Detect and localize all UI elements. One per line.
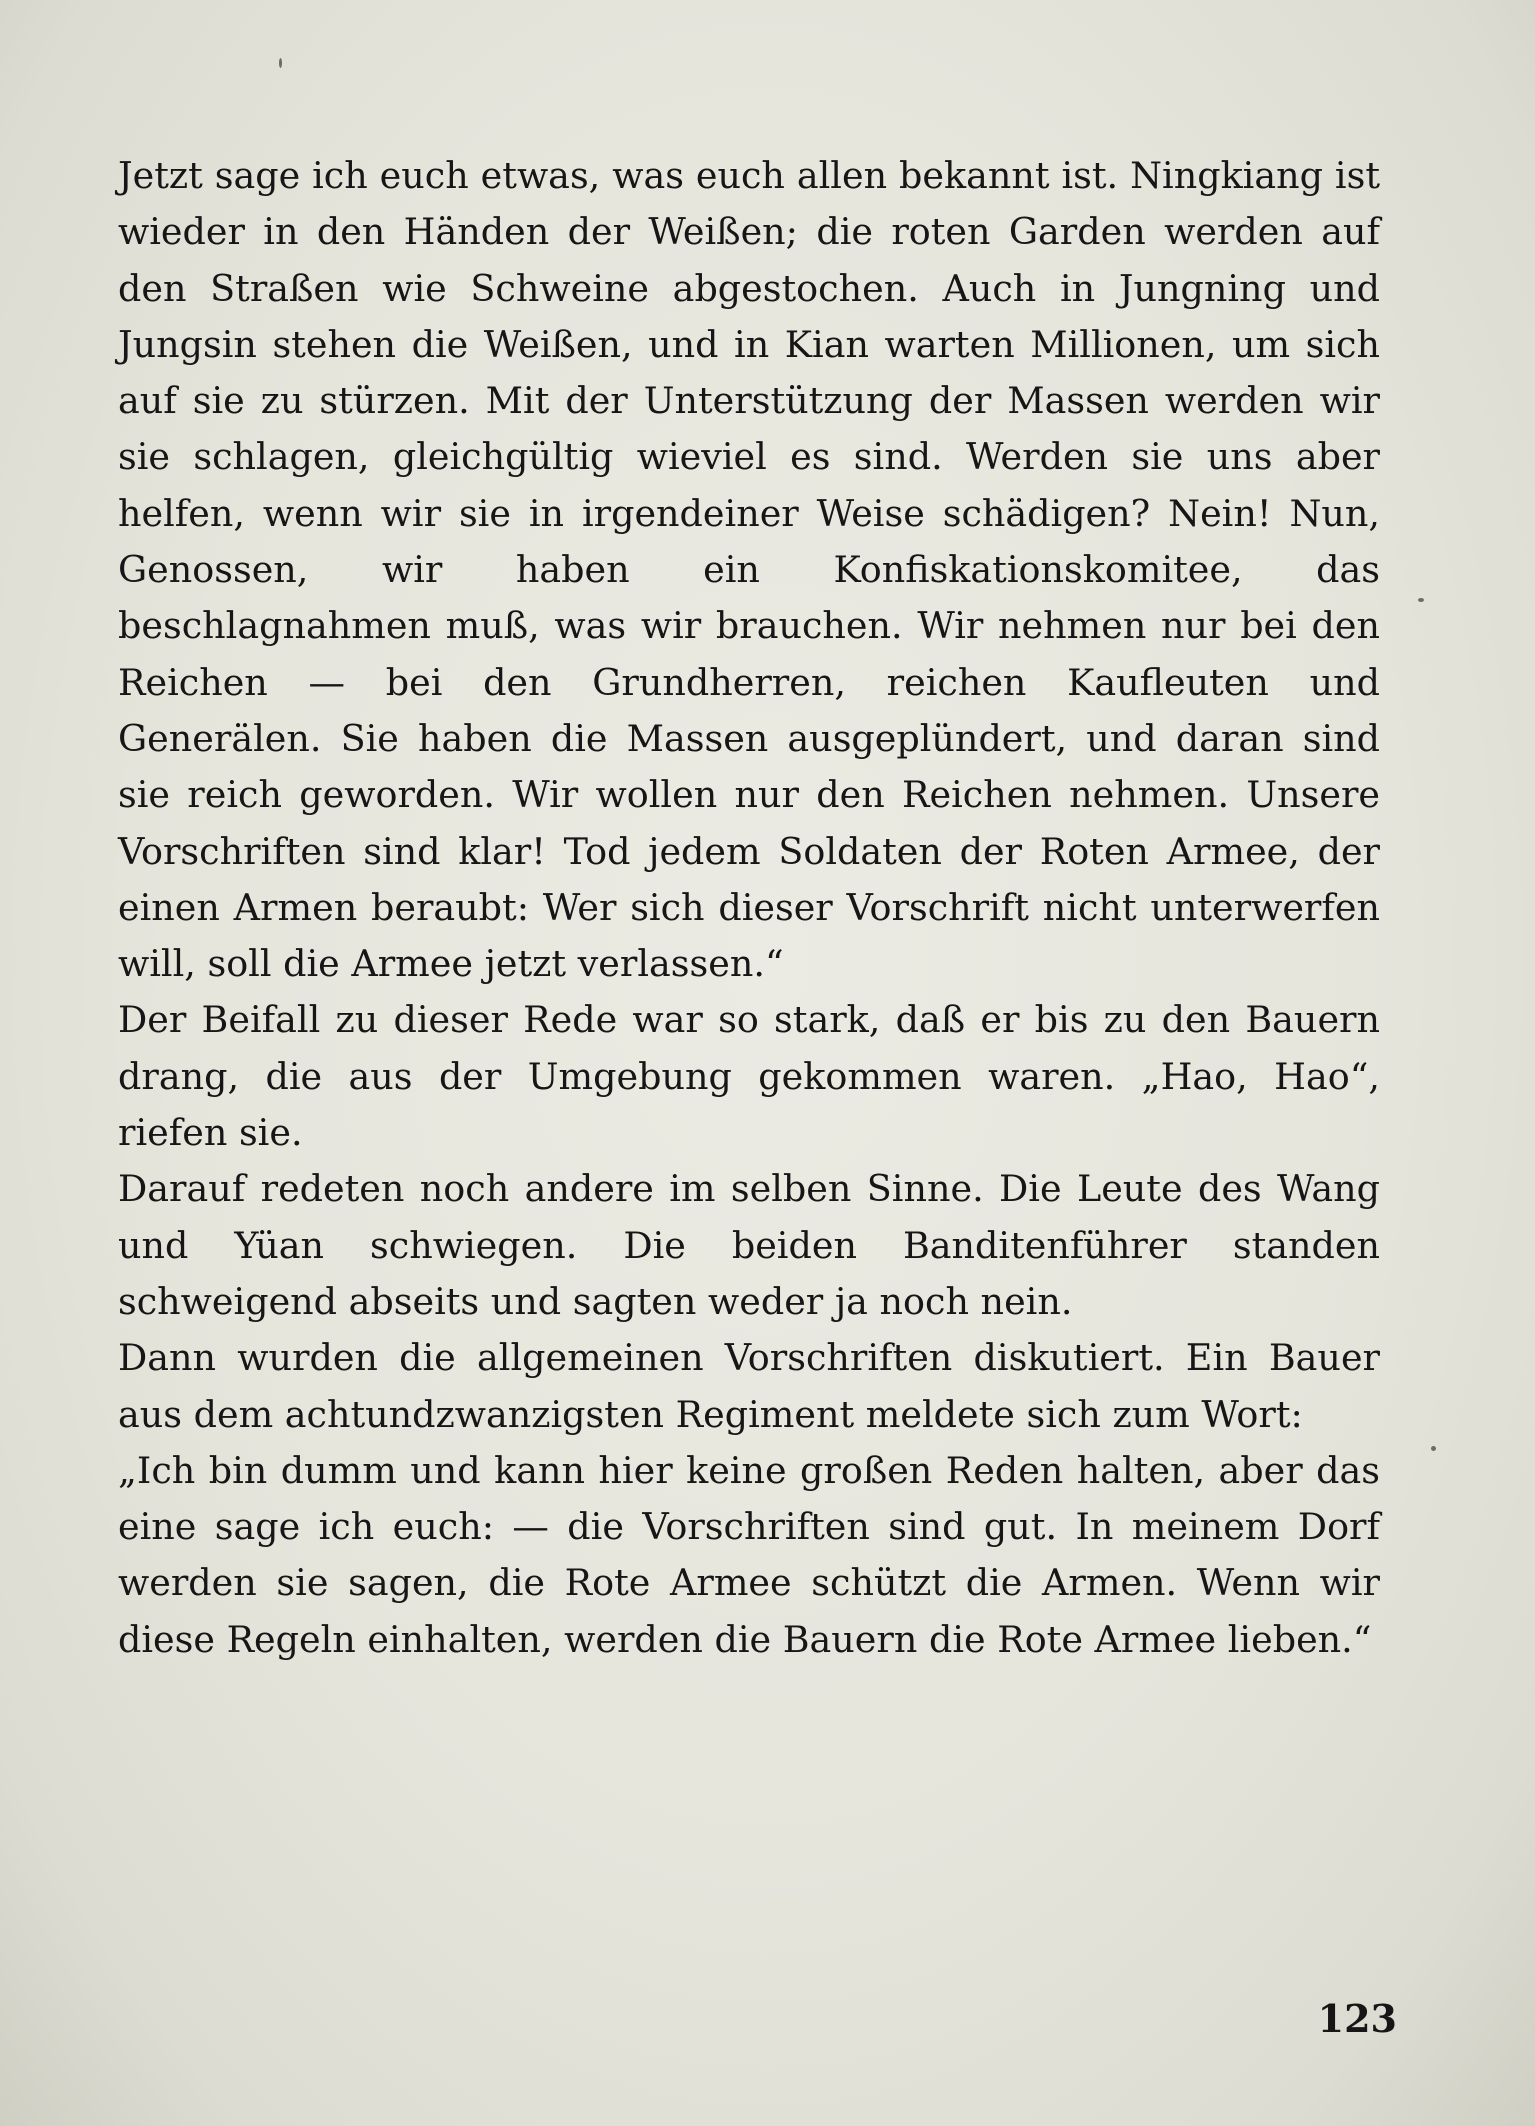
page-number: 123 — [1317, 1996, 1397, 2041]
paragraph-applause: Der Beifall zu dieser Rede war so stark, daß er bis zu den Bauern drang, die aus der Umgebung gekommen waren. „Hao, Hao“, riefen sie. — [118, 998, 1380, 1155]
paragraph-peasant-speech: „Ich bin dumm und kann hier keine großen Reden halten, aber das eine sage ich euch: — die Vorschriften sind gut. In meinem Dorf werden sie sagen, die Rote Armee schützt die Armen. Wenn wir diese Regeln einhalten, werden die Bauern die Rote Armee lieben.“ — [118, 1448, 1380, 1661]
ink-speck — [279, 58, 282, 68]
body-text — [118, 148, 1380, 1668]
paragraph-speech-end: Jetzt sage ich euch etwas, was euch allen bekannt ist. Ningkiang ist wieder in den Händen der Weißen; die roten Garden werden auf den Straßen wie Schweine abgestochen. Auch in Jungning und Jungsin stehen die Weißen, und in Kian warten Millionen, um sich auf sie zu stürzen. Mit der Unterstützung der Massen werden wir sie schlagen, gleichgültig wieviel es sind. Werden sie uns aber helfen, wenn wir sie in irgendeiner Weise schädigen? Nein! Nun, Genossen, wir haben ein Konfiskationskomitee, das beschlagnahmen muß, was wir brauchen. Wir nehmen nur bei den Reichen — bei den Grundherren, reichen Kaufleuten und Generälen. Sie haben die Massen ausgeplündert, und daran sind sie reich geworden. Wir wollen nur den Reichen nehmen. Unsere Vorschriften sind klar! Tod jedem Soldaten der Roten Armee, der einen Armen beraubt: Wer sich dieser Vorschrift nicht unterwerfen will, soll die Armee jetzt verlassen.“ — [118, 154, 1380, 986]
paragraph-rules-discussion: Dann wurden die allgemeinen Vorschriften diskutiert. Ein Bauer aus dem achtundzwanzigsten Regiment meldete sich zum Wort: — [118, 1336, 1380, 1436]
ink-speck — [1431, 1446, 1436, 1451]
ink-speck — [1418, 598, 1424, 602]
paragraph-other-speakers: Darauf redeten noch andere im selben Sinne. Die Leute des Wang und Yüan schwiegen. Die beiden Banditenführer standen schweigend abseits und sagten weder ja noch nein. — [118, 1167, 1380, 1323]
